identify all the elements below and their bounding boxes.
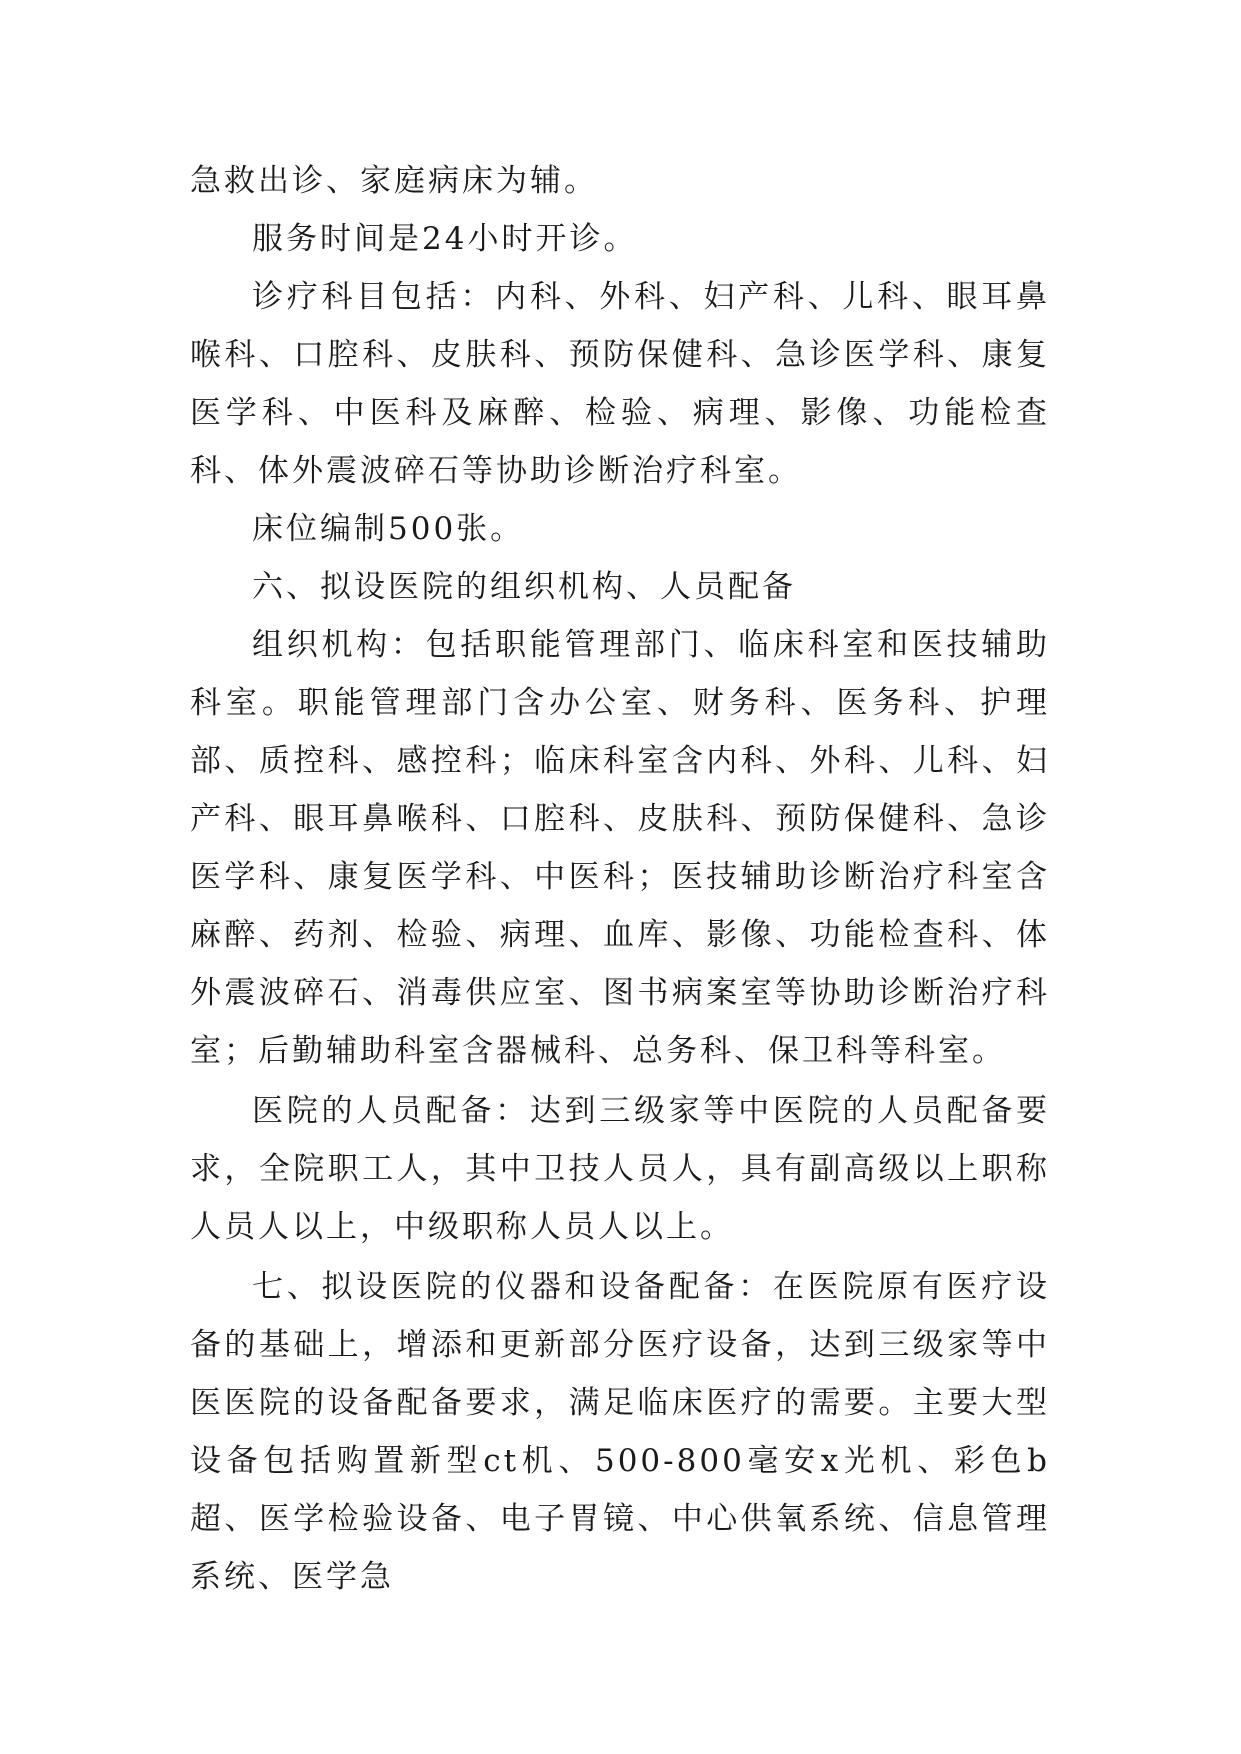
paragraph-4: 床位编制500张。 xyxy=(252,511,525,547)
paragraph-3: 诊疗科目包括：内科、外科、妇产科、儿科、眼耳鼻喉科、口腔科、皮肤科、预防保健科、急诊医学科、康复医学科、中医科及麻醉、检验、病理、影像、功能检查科、体外震波碎石等协助诊断治疗科室。 xyxy=(190,279,1050,489)
document-body xyxy=(190,152,1050,1606)
paragraph-1: 急救出诊、家庭病床为辅。 xyxy=(190,163,598,199)
section-heading-7: 七、拟设医院的仪器和设备配备：在医院原有医疗设备的基础上，增添和更新部分医疗设备，达到三级家等中医医院的设备配备要求，满足临床医疗的需要。主要大型设备包括购置新型ct机、500-800毫安x光机、彩色b超、医学检验设备、电子胃镜、中心供氧系统、信息管理系统、医学急 xyxy=(190,1269,1050,1595)
section-heading-6: 六、拟设医院的组织机构、人员配备 xyxy=(252,569,796,605)
paragraph-2: 服务时间是24小时开诊。 xyxy=(252,221,638,257)
paragraph-7: 医院的人员配备：达到三级家等中医院的人员配备要求，全院职工人，其中卫技人员人，具有副高级以上职称人员人以上，中级职称人员人以上。 xyxy=(190,1093,1050,1245)
paragraph-6: 组织机构：包括职能管理部门、临床科室和医技辅助科室。职能管理部门含办公室、财务科、医务科、护理部、质控科、感控科；临床科室含内科、外科、儿科、妇产科、眼耳鼻喉科、口腔科、皮肤科、预防保健科、急诊医学科、康复医学科、中医科；医技辅助诊断治疗科室含麻醉、药剂、检验、病理、血库、影像、功能检查科、体外震波碎石、消毒供应室、图书病案室等协助诊断治疗科室；后勤辅助科室含器械科、总务科、保卫科等科室。 xyxy=(190,627,1050,1069)
